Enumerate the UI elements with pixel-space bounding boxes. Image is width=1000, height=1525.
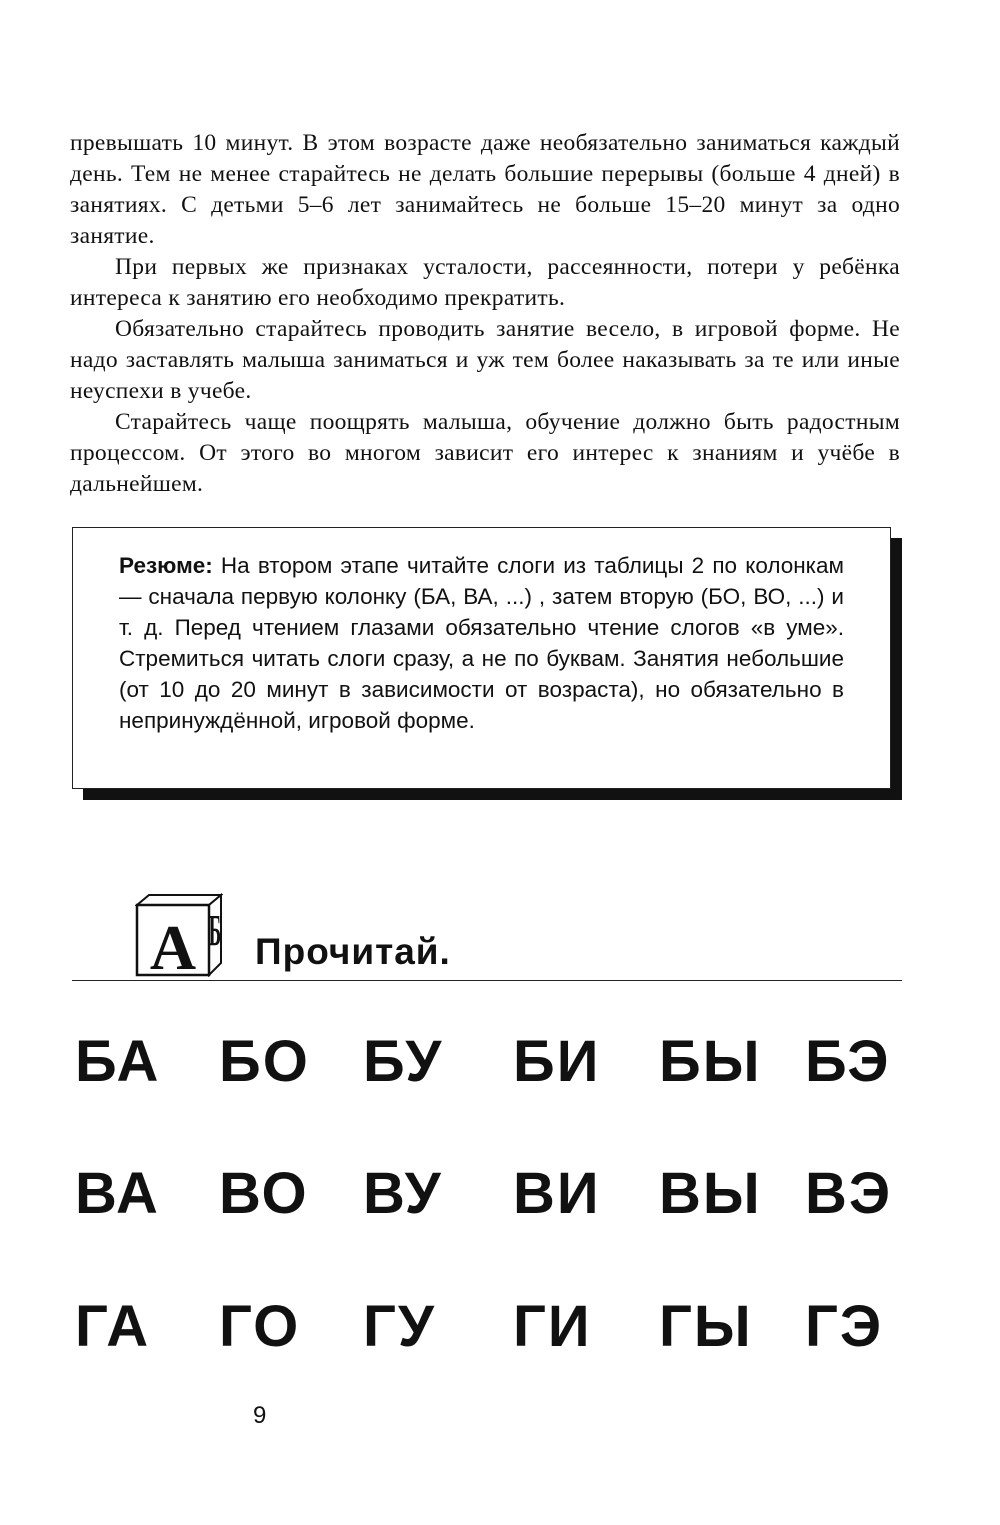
paragraph-fatigue: При первых же признаках усталости, рассеянности, потери у ребёнка интереса к занятию его необходимо прекратить. [70,254,900,311]
syllable: БИ [513,1029,601,1094]
paragraph-continued: превышать 10 минут. В этом возрасте даже необязательно заниматься каждый день. Тем не менее старайтесь не делать большие перерывы (больше 4 дней) в занятиях. С детьми 5–6 лет занимайтесь не больше 15–20 минут за одно занятие. [70,130,900,249]
syllable: ГУ [363,1294,436,1359]
syllable: ВИ [513,1161,601,1226]
summary-body: На втором этапе читайте слоги из таблицы 2 по колонкам — сначала первую колонку (БА, ВА, ...) , затем вторую (БО, ВО, ...) и т. д. Перед чтением глазами обязательно чтение слогов «в уме». Стремиться читать слоги сразу, а не по буквам. Занятия небольшие (от 10 до 20 минут в зависимости от возраста), но обязательно в непринуждённой, игровой форме. [119,553,844,733]
block-letter-front: А [149,912,197,977]
syllable: ГИ [513,1294,592,1359]
syllable: БЭ [805,1029,891,1094]
page-number: 9 [253,1402,267,1429]
paragraph-playful-form: Обязательно старайтесь проводить занятие весело, в игровой форме. Не надо заставлять малыша заниматься и уж тем более наказывать за те или иные неуспехи в учебе. [70,316,900,404]
syllable: БА [75,1029,161,1094]
syllable-row-b [0,1027,1000,1097]
syllable: ВО [219,1161,309,1226]
syllable: ГА [75,1294,151,1359]
syllable: ВА [75,1161,160,1226]
syllable: ГЭ [805,1294,884,1359]
syllable: ВЭ [805,1161,893,1226]
syllable: БО [219,1029,310,1094]
syllable: ГО [219,1294,301,1359]
syllable: ВЫ [659,1161,762,1226]
exercise-title: Прочитай. [255,931,451,972]
syllable-row-g [0,1292,1000,1362]
syllable: ВУ [363,1161,443,1226]
block-letter-side: Б [208,907,222,956]
syllable-row-v [0,1159,1000,1229]
syllable: БЫ [659,1029,762,1094]
syllable: БУ [363,1029,444,1094]
paragraph-encourage: Старайтесь чаще поощрять малыша, обучение должно быть радостным процессом. От этого во многом зависит его интерес к знаниям и учёбе в дальнейшем. [70,409,900,497]
syllable: ГЫ [659,1294,753,1359]
summary-label: Резюме: [119,553,213,578]
